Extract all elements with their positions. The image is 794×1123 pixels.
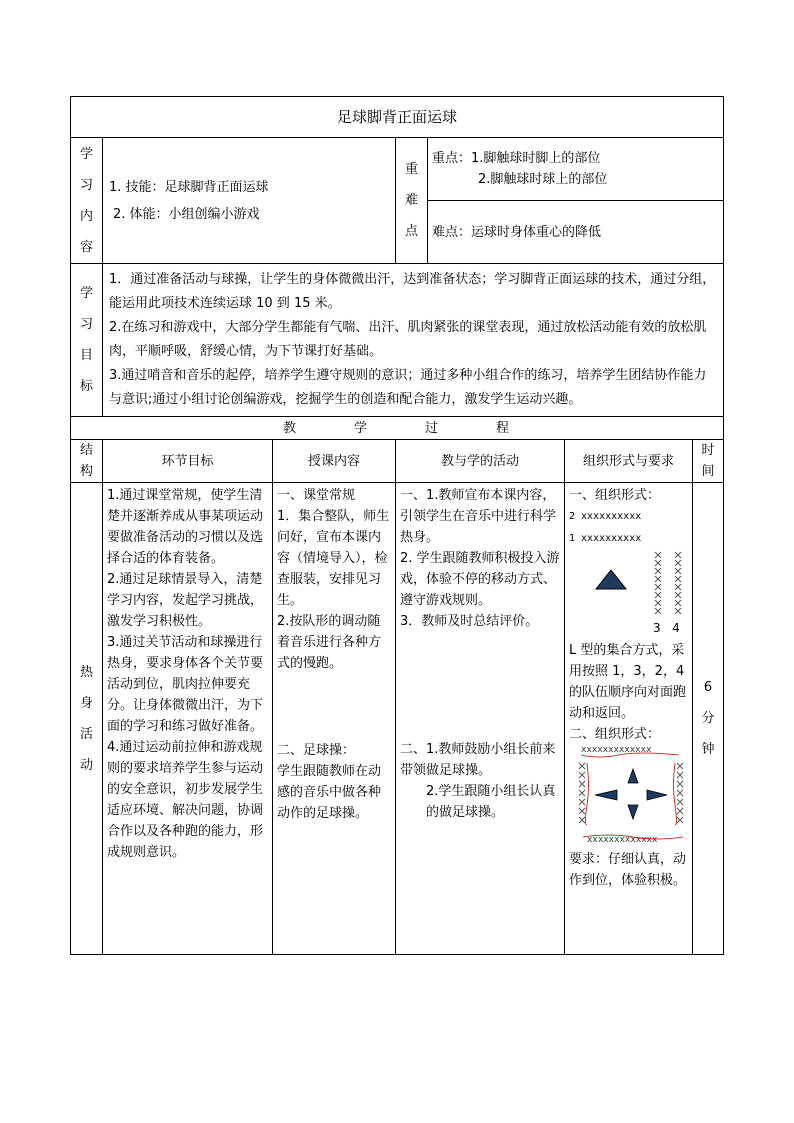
content-line: 一、课堂常规 bbox=[277, 488, 356, 503]
goal-item: 4.通过运动前拉伸和游戏规则的要求培养学生参与运动的安全意识，初步发展学生适应环境、解决问题，协调合作以及各种跑的能力，形成规则意识。 bbox=[107, 740, 264, 860]
section-org bbox=[565, 483, 693, 955]
objectives-label: 学 习 目 标 bbox=[71, 264, 103, 417]
activity-line: 3．教师及时总结评价。 bbox=[400, 614, 539, 629]
lesson-plan-document bbox=[70, 96, 723, 966]
header-activity: 教与学的活动 bbox=[396, 440, 565, 483]
content-line: 2.按队形的调动随着音乐进行各种方式的慢跑。 bbox=[277, 614, 382, 671]
header-content: 授课内容 bbox=[273, 440, 396, 483]
square-top-row: xxxxxxxxxxxxx bbox=[581, 745, 652, 755]
key-difficulty-label: 重 难 点 bbox=[396, 138, 428, 264]
activity-line: 2. 学生跟随教师积极投入游戏，体验不停的移动方式、遵守游戏规则。 bbox=[400, 551, 560, 608]
left-column-marks bbox=[579, 763, 585, 823]
process-title: 教 学 过 程 bbox=[71, 417, 724, 440]
header-structure: 结 构 bbox=[71, 440, 103, 483]
header-time: 时 间 bbox=[693, 440, 724, 483]
right-triangle-icon bbox=[647, 790, 667, 800]
content-item: 1. 技能：足球脚背正面运球 bbox=[109, 179, 269, 195]
section-content bbox=[273, 483, 396, 955]
section-time: 6 分 钟 bbox=[693, 483, 724, 955]
l-formation-diagram bbox=[569, 550, 688, 640]
objective-item: 3.通过哨音和音乐的起停，培养学生遵守规则的意识；通过多种小组合作的练习，培养学生团结协作能力与意识;通过小组讨论创编游戏，挖掘学生的创造和配合能力，激发学生运动兴趣。 bbox=[109, 368, 707, 407]
goal-item: 2.通过足球情景导入，清楚学习内容，发起学习挑战，激发学习积极性。 bbox=[107, 572, 264, 629]
difficulty: 难点：运球时身体重心的降低 bbox=[428, 201, 724, 264]
org-row-1: 1 xxxxxxxxxx bbox=[569, 533, 642, 544]
key-point-prefix: 重点： bbox=[432, 151, 472, 166]
header-org: 组织形式与要求 bbox=[565, 440, 693, 483]
content-line: 学生跟随教师在动感的音乐中做各种动作的足球操。 bbox=[277, 764, 382, 821]
key-point: 1.脚触球时脚上的部位 bbox=[471, 151, 601, 166]
content-label: 学 习 内 容 bbox=[71, 138, 103, 264]
square-bottom-row: xxxxxxxxxxxxx bbox=[587, 835, 658, 845]
up-triangle-icon bbox=[628, 769, 638, 783]
column-4-marks bbox=[675, 552, 681, 614]
org-form1-label: 一、组织形式： bbox=[569, 488, 661, 503]
content-items bbox=[103, 138, 396, 264]
activity-line: 一、1.教师宣布本课内容，引领学生在音乐中进行科学热身。 bbox=[400, 488, 557, 545]
goal-item: 3.通过关节活动和球操进行热身，要求身体各个关节要活动到位，肌肉拉伸要充分。让身体微微出汗，为下面的学习和练习做好准备。 bbox=[107, 635, 264, 734]
teacher-triangle-icon bbox=[596, 570, 626, 589]
objective-item: 2.在练习和游戏中，大部分学生都能有气喘、出汗、肌肉紧张的课堂表现，通过放松活动能有效的放松肌肉，平顺呼吸，舒缓心情，为下节课打好基础。 bbox=[109, 320, 707, 359]
goal-item: 1.通过课堂常规，使学生清楚并逐渐养成从事某项运动要做准备活动的习惯以及选择合适的体育装备。 bbox=[107, 488, 264, 566]
column-3-marks bbox=[655, 552, 661, 614]
key-points bbox=[428, 138, 724, 201]
org-form2-label: 二、组织形式： bbox=[569, 727, 661, 742]
section-activity bbox=[396, 483, 565, 955]
objective-item: 1．通过准备活动与球操，让学生的身体微微出汗，达到准备状态；学习脚背正面运球的技术，通过分组，能运用此项技术连续运球 10 到 15 米。 bbox=[109, 272, 716, 311]
org-requirement: 要求：仔细认真，动作到位，体验积极。 bbox=[569, 852, 687, 888]
square-graphic bbox=[569, 745, 691, 849]
down-triangle-icon bbox=[628, 805, 638, 819]
activity-line: 2.学生跟随小组长认真的做足球操。 bbox=[426, 784, 556, 820]
square-formation-diagram bbox=[569, 745, 688, 849]
left-triangle-icon bbox=[595, 790, 617, 800]
content-line: 二、足球操： bbox=[277, 743, 356, 758]
header-goal: 环节目标 bbox=[103, 440, 273, 483]
right-column-marks bbox=[677, 763, 683, 823]
section-goals bbox=[103, 483, 273, 955]
key-point: 2.脚触球时球上的部位 bbox=[478, 172, 608, 187]
column-numbers: 3 4 bbox=[653, 621, 680, 635]
lesson-plan-table bbox=[70, 96, 724, 955]
page-title: 足球脚背正面运球 bbox=[71, 97, 724, 138]
content-item: 2. 体能：小组创编小游戏 bbox=[113, 206, 260, 222]
content-line: 1．集合整队，师生问好，宣布本课内容（情境导入），检查服装，安排见习生。 bbox=[277, 509, 390, 608]
org-desc: L 型的集合方式，采用按照 1，3，2，4 的队伍顺序向对面跑动和返回。 bbox=[569, 643, 687, 721]
org-row-2: 2 xxxxxxxxxx bbox=[569, 511, 642, 522]
objectives-text bbox=[103, 264, 724, 417]
activity-line: 二、1.教师鼓励小组长前来带领做足球操。 bbox=[400, 742, 556, 778]
section-name: 热 身 活 动 bbox=[71, 483, 103, 955]
